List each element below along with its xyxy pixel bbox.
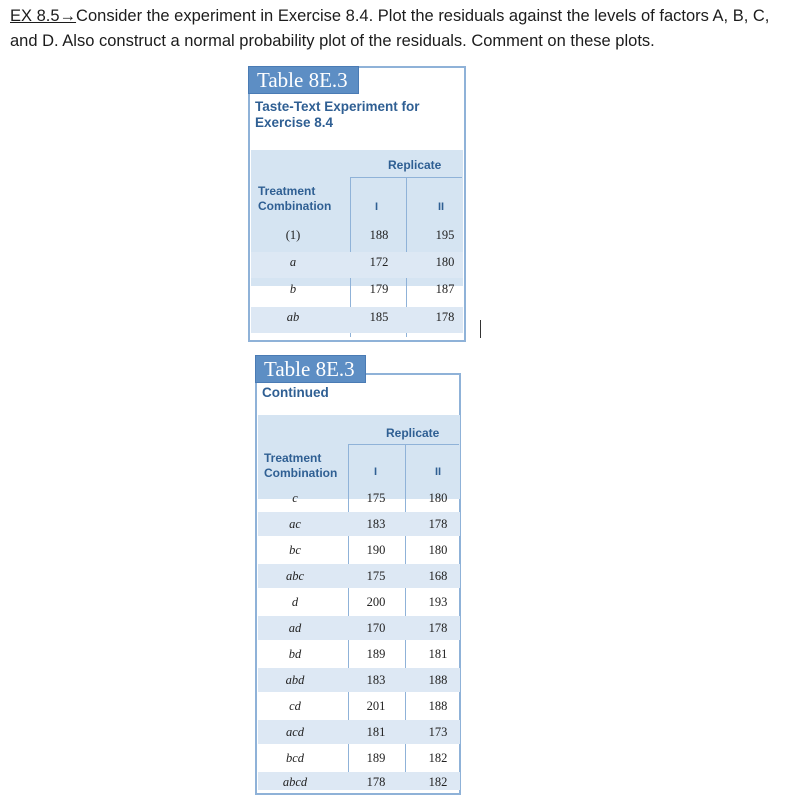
treatment-cell: ad	[288, 621, 302, 635]
replicate-header: Replicate	[388, 158, 442, 172]
table-tag: Table 8E.3	[255, 355, 366, 383]
replicate-2-cell: 178	[428, 621, 448, 635]
replicate-2-cell: 188	[428, 673, 448, 687]
replicate-col-2: II	[435, 466, 442, 478]
replicate-header: Replicate	[386, 426, 440, 440]
treatment-header: Treatment Combination	[264, 451, 338, 480]
replicate-2-cell: 180	[428, 491, 448, 505]
replicate-2-cell: 195	[435, 228, 455, 242]
replicate-1-cell: 181	[366, 725, 386, 739]
replicate-1-cell: 189	[366, 647, 386, 661]
replicate-2-cell: 193	[428, 595, 448, 609]
table-caption: Taste-Text Experiment for Exercise 8.4	[255, 99, 420, 130]
replicate-2-cell: 182	[428, 775, 448, 789]
treatment-cell: b	[289, 282, 297, 296]
treatment-header: Treatment Combination	[258, 184, 332, 213]
replicate-1-cell: 200	[366, 595, 386, 609]
replicate-1-cell: 175	[366, 491, 386, 505]
question-text	[10, 4, 785, 54]
treatment-cell: acd	[285, 725, 305, 739]
treatment-cell: cd	[289, 699, 301, 713]
replicate-2-cell: 180	[435, 255, 455, 269]
question-body: Consider the experiment in Exercise 8.4. Plot the residuals against the levels of factors A, B, C, and D. Also construct a normal probability plot of the residuals. Comment on these plots.	[10, 7, 770, 50]
treatment-cell: abd	[285, 673, 305, 687]
treatment-cell: c	[292, 491, 298, 505]
replicate-1-cell: 189	[366, 751, 386, 765]
treatment-cell: (1)	[285, 228, 301, 242]
treatment-cell: bd	[288, 647, 302, 661]
replicate-1-cell: 170	[366, 621, 386, 635]
replicate-1-cell: 178	[366, 775, 386, 789]
replicate-2-cell: 188	[428, 699, 448, 713]
replicate-2-cell: 180	[428, 543, 448, 557]
header-divider	[348, 444, 459, 445]
replicate-2-cell: 173	[428, 725, 448, 739]
treatment-cell: bcd	[285, 751, 305, 765]
replicate-col-2: II	[438, 201, 445, 213]
replicate-2-cell: 182	[428, 751, 448, 765]
replicate-col-1: I	[375, 201, 379, 213]
replicate-1-cell: 190	[366, 543, 386, 557]
table-caption: Continued	[262, 385, 329, 400]
replicate-2-cell: 187	[435, 282, 455, 296]
treatment-cell: ab	[286, 310, 300, 324]
replicate-2-cell: 181	[428, 647, 448, 661]
replicate-1-cell: 185	[369, 310, 389, 324]
replicate-1-cell: 179	[369, 282, 389, 296]
text-cursor	[480, 320, 481, 338]
replicate-col-1: I	[374, 466, 378, 478]
replicate-1-cell: 183	[366, 517, 386, 531]
replicate-2-cell: 178	[428, 517, 448, 531]
table-tag: Table 8E.3	[248, 66, 359, 94]
table-8e3	[248, 66, 466, 342]
replicate-2-cell: 178	[435, 310, 455, 324]
replicate-1-cell: 172	[369, 255, 389, 269]
replicate-1-cell: 183	[366, 673, 386, 687]
treatment-cell: bc	[289, 543, 301, 557]
treatment-cell: abc	[285, 569, 305, 583]
table-8e3-continued	[255, 355, 463, 795]
exercise-reference: EX 8.5→	[10, 7, 77, 25]
replicate-2-cell: 168	[428, 569, 448, 583]
replicate-1-cell: 188	[369, 228, 389, 242]
treatment-cell: d	[291, 595, 299, 609]
replicate-1-cell: 201	[366, 699, 386, 713]
treatment-cell: abcd	[282, 775, 308, 789]
treatment-cell: a	[289, 255, 297, 269]
treatment-cell: ac	[289, 517, 301, 531]
replicate-1-cell: 175	[366, 569, 386, 583]
